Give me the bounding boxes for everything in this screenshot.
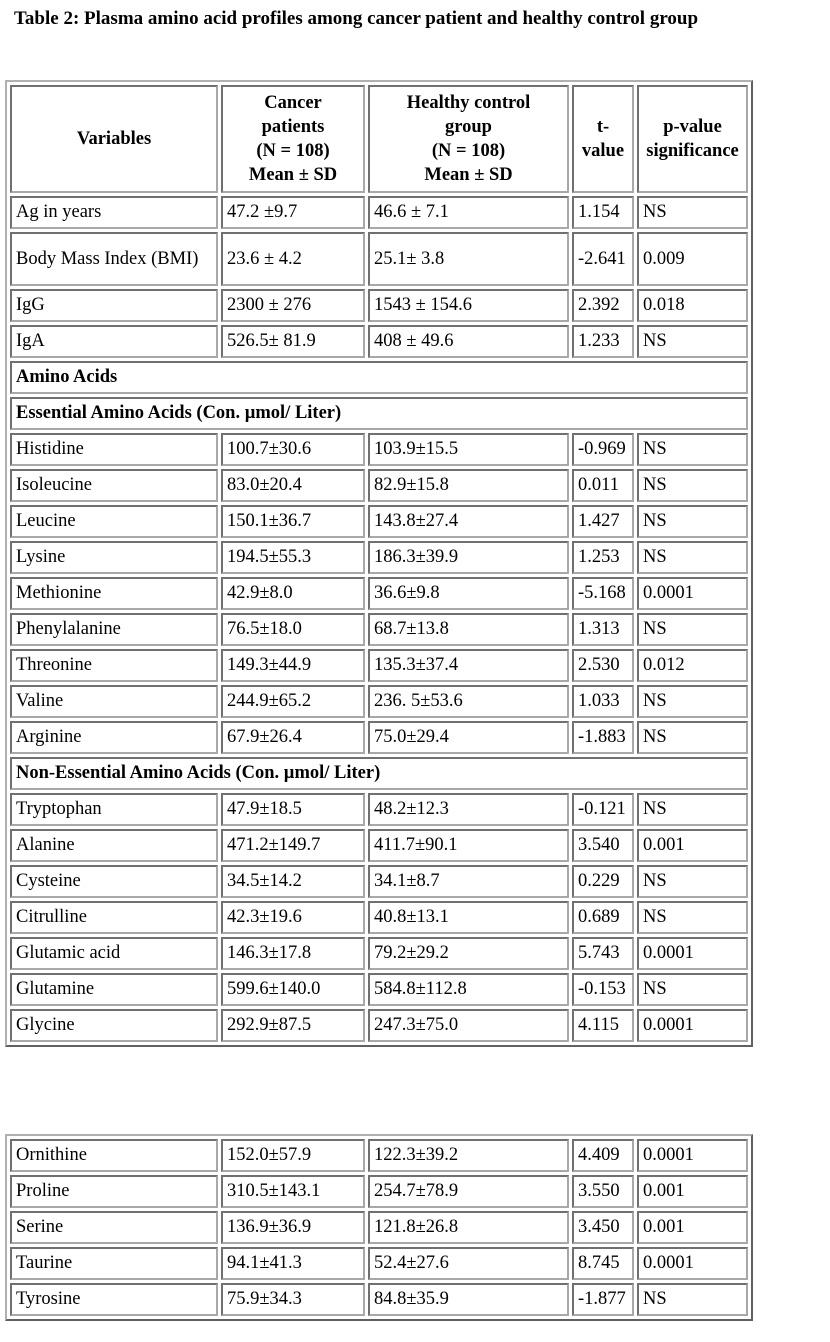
table-row — [10, 973, 748, 1006]
cell-t-value: -1.883 — [572, 721, 634, 754]
cell-variable: Ornithine — [10, 1139, 218, 1172]
cell-p-value: 0.009 — [637, 232, 748, 286]
cell-cancer: 244.9±65.2 — [221, 685, 365, 718]
cell-p-value: NS — [637, 793, 748, 826]
general-rows — [10, 196, 748, 358]
table-row — [10, 1211, 748, 1244]
cell-control: 25.1± 3.8 — [368, 232, 569, 286]
cell-t-value: 5.743 — [572, 937, 634, 970]
table-caption: Table 2: Plasma amino acid profiles among cancer patient and healthy control group — [14, 8, 699, 29]
cell-variable: Arginine — [10, 721, 218, 754]
cell-control: 186.3±39.9 — [368, 541, 569, 574]
cell-t-value: 8.745 — [572, 1247, 634, 1280]
cell-p-value: NS — [637, 865, 748, 898]
cell-cancer: 146.3±17.8 — [221, 937, 365, 970]
cell-control: 1543 ± 154.6 — [368, 289, 569, 322]
cell-p-value: NS — [637, 541, 748, 574]
cell-cancer: 83.0±20.4 — [221, 469, 365, 502]
cell-p-value: 0.001 — [637, 1175, 748, 1208]
cell-variable: Tyrosine — [10, 1283, 218, 1316]
cell-control: 75.0±29.4 — [368, 721, 569, 754]
cell-control: 411.7±90.1 — [368, 829, 569, 862]
cell-variable: Isoleucine — [10, 469, 218, 502]
cell-cancer: 47.9±18.5 — [221, 793, 365, 826]
cell-control: 254.7±78.9 — [368, 1175, 569, 1208]
cell-control: 143.8±27.4 — [368, 505, 569, 538]
cell-t-value: 1.313 — [572, 613, 634, 646]
cell-t-value: 0.689 — [572, 901, 634, 934]
table-row — [10, 469, 748, 502]
cell-t-value: -0.969 — [572, 433, 634, 466]
cell-p-value: NS — [637, 685, 748, 718]
cell-t-value: 4.115 — [572, 1009, 634, 1042]
cell-cancer: 76.5±18.0 — [221, 613, 365, 646]
header-variables: Variables — [10, 85, 218, 193]
cell-cancer: 526.5± 81.9 — [221, 325, 365, 358]
cell-p-value: NS — [637, 196, 748, 229]
section-label: Non-Essential Amino Acids (Con. µmol/ Liter) — [10, 757, 748, 790]
section-nonessential — [10, 757, 748, 790]
cell-p-value: 0.001 — [637, 829, 748, 862]
cell-cancer: 75.9±34.3 — [221, 1283, 365, 1316]
cell-t-value: -5.168 — [572, 577, 634, 610]
cell-p-value: NS — [637, 721, 748, 754]
cell-cancer: 100.7±30.6 — [221, 433, 365, 466]
cell-cancer: 471.2±149.7 — [221, 829, 365, 862]
table-row — [10, 937, 748, 970]
table-row — [10, 541, 748, 574]
table-header-row — [10, 85, 748, 193]
cell-control: 48.2±12.3 — [368, 793, 569, 826]
cell-variable: Glutamine — [10, 973, 218, 1006]
cell-t-value: 0.011 — [572, 469, 634, 502]
cell-cancer: 34.5±14.2 — [221, 865, 365, 898]
table-row — [10, 232, 748, 286]
header-healthy-control: Healthy control group (N = 108) Mean ± SD — [368, 85, 569, 193]
cell-cancer: 149.3±44.9 — [221, 649, 365, 682]
cell-variable: Phenylalanine — [10, 613, 218, 646]
cell-t-value: 0.229 — [572, 865, 634, 898]
cell-control: 103.9±15.5 — [368, 433, 569, 466]
header-t-value: t- value — [572, 85, 634, 193]
table-row — [10, 1139, 748, 1172]
section-label: Amino Acids — [10, 361, 748, 394]
cell-p-value: 0.0001 — [637, 577, 748, 610]
cell-t-value: 3.450 — [572, 1211, 634, 1244]
table-row — [10, 505, 748, 538]
table-row — [10, 793, 748, 826]
table-row — [10, 1283, 748, 1316]
cell-control: 247.3±75.0 — [368, 1009, 569, 1042]
cell-cancer: 599.6±140.0 — [221, 973, 365, 1006]
cell-cancer: 94.1±41.3 — [221, 1247, 365, 1280]
table-row — [10, 901, 748, 934]
cell-control: 584.8±112.8 — [368, 973, 569, 1006]
cell-control: 121.8±26.8 — [368, 1211, 569, 1244]
table-row — [10, 1247, 748, 1280]
continued-rows — [10, 1139, 748, 1316]
cell-t-value: -0.121 — [572, 793, 634, 826]
cell-t-value: 4.409 — [572, 1139, 634, 1172]
cell-variable: Taurine — [10, 1247, 218, 1280]
table-row — [10, 325, 748, 358]
cell-variable: Valine — [10, 685, 218, 718]
amino-acid-table — [5, 80, 753, 1047]
table-row — [10, 829, 748, 862]
cell-t-value: 3.550 — [572, 1175, 634, 1208]
cell-p-value: 0.018 — [637, 289, 748, 322]
section-label: Essential Amino Acids (Con. µmol/ Liter) — [10, 397, 748, 430]
cell-p-value: 0.0001 — [637, 1139, 748, 1172]
cell-p-value: NS — [637, 973, 748, 1006]
cell-p-value: NS — [637, 1283, 748, 1316]
table-row — [10, 577, 748, 610]
cell-p-value: 0.001 — [637, 1211, 748, 1244]
cell-control: 36.6±9.8 — [368, 577, 569, 610]
cell-variable: Tryptophan — [10, 793, 218, 826]
cell-cancer: 42.9±8.0 — [221, 577, 365, 610]
cell-variable: Methionine — [10, 577, 218, 610]
cell-cancer: 292.9±87.5 — [221, 1009, 365, 1042]
cell-cancer: 42.3±19.6 — [221, 901, 365, 934]
table-row — [10, 433, 748, 466]
nonessential-rows — [10, 793, 748, 1042]
table-row — [10, 649, 748, 682]
cell-cancer: 47.2 ±9.7 — [221, 196, 365, 229]
cell-variable: Lysine — [10, 541, 218, 574]
cell-variable: Histidine — [10, 433, 218, 466]
cell-variable: Glutamic acid — [10, 937, 218, 970]
cell-t-value: 1.233 — [572, 325, 634, 358]
cell-t-value: -1.877 — [572, 1283, 634, 1316]
cell-cancer: 310.5±143.1 — [221, 1175, 365, 1208]
cell-t-value: 1.253 — [572, 541, 634, 574]
cell-cancer: 152.0±57.9 — [221, 1139, 365, 1172]
cell-cancer: 23.6 ± 4.2 — [221, 232, 365, 286]
cell-variable: Alanine — [10, 829, 218, 862]
table-row — [10, 289, 748, 322]
cell-p-value: 0.0001 — [637, 1247, 748, 1280]
cell-control: 408 ± 49.6 — [368, 325, 569, 358]
cell-p-value: 0.0001 — [637, 937, 748, 970]
cell-p-value: NS — [637, 469, 748, 502]
cell-t-value: 2.530 — [572, 649, 634, 682]
cell-control: 68.7±13.8 — [368, 613, 569, 646]
header-p-value: p-value significance — [637, 85, 748, 193]
cell-t-value: 2.392 — [572, 289, 634, 322]
cell-variable: Citrulline — [10, 901, 218, 934]
cell-cancer: 194.5±55.3 — [221, 541, 365, 574]
cell-p-value: 0.012 — [637, 649, 748, 682]
cell-t-value: -0.153 — [572, 973, 634, 1006]
cell-variable: Glycine — [10, 1009, 218, 1042]
table-row — [10, 865, 748, 898]
cell-control: 135.3±37.4 — [368, 649, 569, 682]
essential-rows — [10, 433, 748, 754]
cell-p-value: NS — [637, 613, 748, 646]
table-row — [10, 196, 748, 229]
cell-variable: IgA — [10, 325, 218, 358]
cell-variable: Body Mass Index (BMI) — [10, 232, 218, 286]
amino-acid-table-continued — [5, 1134, 753, 1321]
cell-cancer: 150.1±36.7 — [221, 505, 365, 538]
table-row — [10, 721, 748, 754]
cell-variable: Threonine — [10, 649, 218, 682]
cell-cancer: 2300 ± 276 — [221, 289, 365, 322]
cell-cancer: 67.9±26.4 — [221, 721, 365, 754]
header-cancer-patients: Cancer patients (N = 108) Mean ± SD — [221, 85, 365, 193]
cell-t-value: 1.154 — [572, 196, 634, 229]
cell-control: 34.1±8.7 — [368, 865, 569, 898]
cell-control: 236. 5±53.6 — [368, 685, 569, 718]
cell-variable: Proline — [10, 1175, 218, 1208]
cell-p-value: NS — [637, 325, 748, 358]
cell-p-value: NS — [637, 901, 748, 934]
cell-cancer: 136.9±36.9 — [221, 1211, 365, 1244]
cell-p-value: 0.0001 — [637, 1009, 748, 1042]
cell-variable: Leucine — [10, 505, 218, 538]
table-row — [10, 1009, 748, 1042]
cell-variable: Serine — [10, 1211, 218, 1244]
cell-t-value: 3.540 — [572, 829, 634, 862]
table-row — [10, 685, 748, 718]
section-amino-acids — [10, 361, 748, 430]
cell-control: 52.4±27.6 — [368, 1247, 569, 1280]
cell-control: 79.2±29.2 — [368, 937, 569, 970]
cell-p-value: NS — [637, 433, 748, 466]
cell-variable: IgG — [10, 289, 218, 322]
cell-control: 122.3±39.2 — [368, 1139, 569, 1172]
table-row — [10, 613, 748, 646]
cell-control: 82.9±15.8 — [368, 469, 569, 502]
cell-t-value: 1.033 — [572, 685, 634, 718]
cell-variable: Ag in years — [10, 196, 218, 229]
table-row — [10, 1175, 748, 1208]
cell-p-value: NS — [637, 505, 748, 538]
cell-control: 40.8±13.1 — [368, 901, 569, 934]
cell-t-value: -2.641 — [572, 232, 634, 286]
cell-t-value: 1.427 — [572, 505, 634, 538]
cell-control: 46.6 ± 7.1 — [368, 196, 569, 229]
cell-control: 84.8±35.9 — [368, 1283, 569, 1316]
cell-variable: Cysteine — [10, 865, 218, 898]
